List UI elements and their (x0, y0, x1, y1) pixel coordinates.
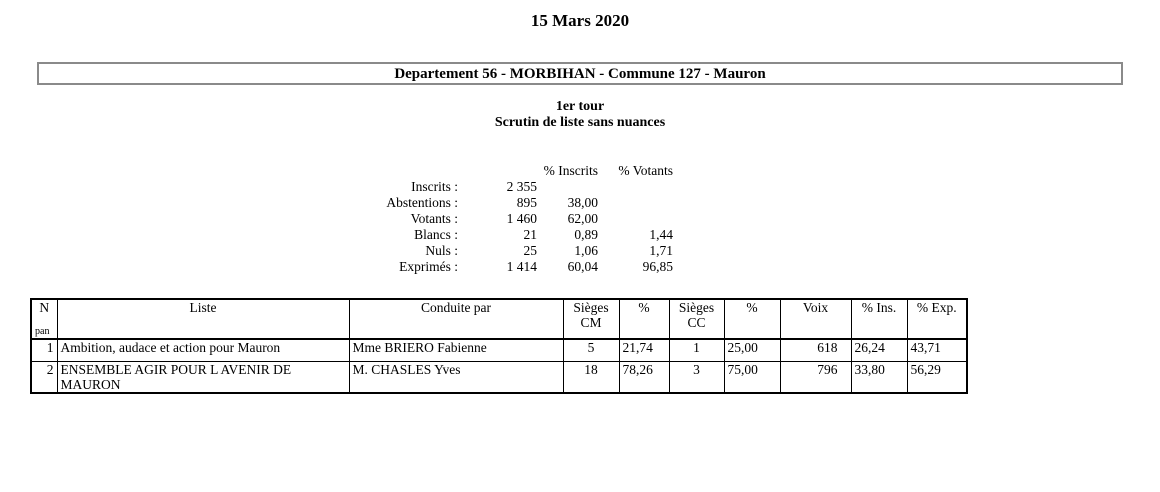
participation-pct-inscrits: 1,06 (574, 243, 598, 258)
col-header-voix: Voix (780, 299, 851, 339)
participation-pct-inscrits: 60,04 (567, 259, 598, 274)
col-header-sieges-cm (563, 299, 619, 339)
col-header-num-line2: pan (35, 326, 50, 337)
col-header-pct-cm: % (619, 299, 669, 339)
col-header-sieges-cm-line1: Sièges (573, 300, 609, 315)
cell-liste: Ambition, audace et action pour Mauron (57, 339, 349, 361)
cell-sieges-cm: 5 (563, 339, 619, 361)
cell-pct-exp: 56,29 (907, 361, 967, 393)
cell-sieges-cc: 1 (669, 339, 724, 361)
cell-pct-exp: 43,71 (907, 339, 967, 361)
page-title-date: 15 Mars 2020 (530, 11, 630, 30)
election-results-page (0, 12, 1160, 394)
participation-pct-votants: 1,71 (649, 243, 673, 258)
scrutin-label: Scrutin de liste sans nuances (494, 115, 666, 130)
results-table (30, 298, 968, 394)
cell-conduite: M. CHASLES Yves (349, 361, 563, 393)
participation-label: Votants : (410, 211, 458, 226)
col-header-sieges-cc (669, 299, 724, 339)
participation-label: Blancs : (414, 227, 458, 242)
col-header-sieges-cm-line2: CM (580, 315, 602, 330)
col-header-sieges-cc-line1: Sièges (678, 300, 715, 315)
col-header-num (31, 299, 57, 339)
participation-pct-inscrits (537, 179, 598, 195)
participation-header-spacer (330, 163, 458, 179)
participation-pct-inscrits: 0,89 (574, 227, 598, 242)
participation-value: 2 355 (506, 179, 537, 194)
participation-pct-inscrits: 38,00 (567, 195, 598, 210)
col-header-num-line1: N (39, 300, 50, 315)
col-header-conduite-par: Conduite par (349, 299, 563, 339)
participation-pct-inscrits: 62,00 (567, 211, 598, 226)
cell-num: 2 (31, 361, 57, 393)
participation-header-pct-votants: % Votants (618, 163, 673, 178)
col-header-sieges-cc-line2: CC (687, 315, 706, 330)
col-header-pct-exp: % Exp. (907, 299, 967, 339)
participation-value: 1 414 (506, 259, 537, 274)
participation-label: Nuls : (425, 243, 458, 258)
cell-pct-cm: 78,26 (619, 361, 669, 393)
round-label: 1er tour (555, 99, 605, 114)
participation-value: 1 460 (506, 211, 537, 226)
participation-pct-votants: 96,85 (642, 259, 673, 274)
participation-pct-votants: 1,44 (649, 227, 673, 242)
cell-pct-cc: 25,00 (724, 339, 780, 361)
cell-voix: 796 (780, 361, 851, 393)
cell-pct-cm: 21,74 (619, 339, 669, 361)
cell-pct-ins: 33,80 (851, 361, 907, 393)
cell-sieges-cm: 18 (563, 361, 619, 393)
cell-pct-cc: 75,00 (724, 361, 780, 393)
results-header-row (31, 299, 967, 339)
col-header-pct-ins: % Ins. (851, 299, 907, 339)
col-header-pct-cc: % (724, 299, 780, 339)
cell-liste: ENSEMBLE AGIR POUR L AVENIR DE MAURON (57, 361, 349, 393)
cell-conduite: Mme BRIERO Fabienne (349, 339, 563, 361)
cell-pct-ins: 26,24 (851, 339, 907, 361)
participation-value: 895 (516, 195, 537, 210)
participation-label: Inscrits : (411, 179, 458, 194)
participation-header-pct-inscrits: % Inscrits (543, 163, 598, 178)
cell-voix: 618 (780, 339, 851, 361)
department-banner: Departement 56 - MORBIHAN - Commune 127 - Mauron (37, 62, 1123, 85)
round-info (0, 99, 1160, 131)
table-row (31, 339, 967, 361)
participation-pct-votants (598, 179, 673, 195)
participation-label: Exprimés : (399, 259, 458, 274)
col-header-liste: Liste (57, 299, 349, 339)
cell-num: 1 (31, 339, 57, 361)
participation-value: 21 (523, 227, 537, 242)
table-row (31, 361, 967, 393)
participation-pct-votants (598, 195, 673, 211)
participation-summary (330, 163, 673, 275)
cell-sieges-cc: 3 (669, 361, 724, 393)
participation-header-spacer (458, 163, 537, 179)
participation-value: 25 (523, 243, 537, 258)
participation-pct-votants (598, 211, 673, 227)
participation-label: Abstentions : (386, 195, 458, 210)
